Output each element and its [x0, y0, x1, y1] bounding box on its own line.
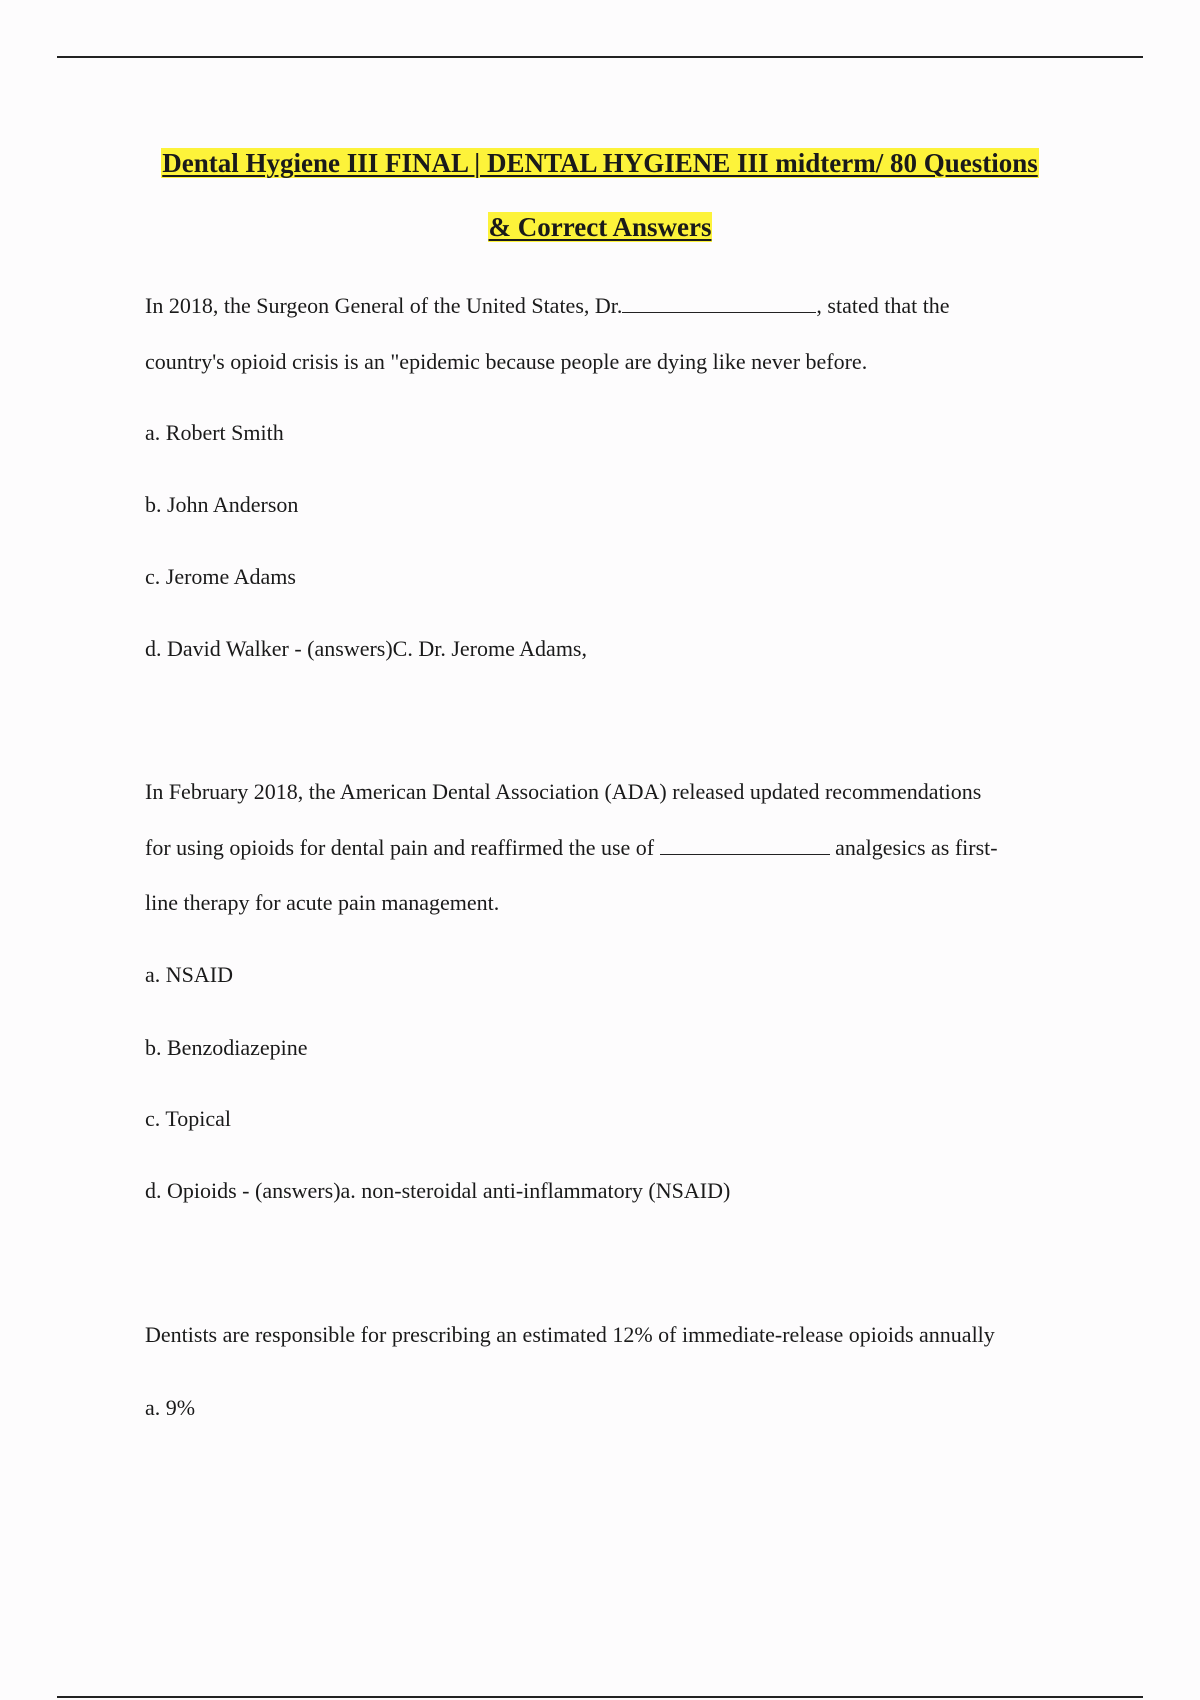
title-highlight-1: Dental Hygiene III FINAL | DENTAL HYGIENE III midterm/ 80 Questions [162, 148, 1038, 178]
question-2-stem-line-2 [145, 834, 998, 862]
question-2-stem-text-a: for using opioids for dental pain and reaffirmed the use of [145, 835, 655, 860]
question-2-option-a: a. NSAID [145, 962, 233, 987]
question-1-option-d: d. David Walker - (answers)C. Dr. Jerome Adams, [145, 636, 587, 661]
title-highlight-2: & Correct Answers [488, 212, 712, 242]
document-title-line-1 [0, 146, 1200, 180]
question-1-answer-blank [622, 292, 816, 313]
question-2-answer-blank [660, 834, 830, 855]
question-1-option-b: b. John Anderson [145, 492, 299, 517]
footer-rule [57, 1696, 1143, 1698]
question-2-stem-text-b: analgesics as first- [835, 835, 998, 860]
question-2-stem-line-1: In February 2018, the American Dental Association (ADA) released updated recommendations [145, 779, 982, 804]
question-1-option-a: a. Robert Smith [145, 420, 284, 445]
question-1-stem-text-a: In 2018, the Surgeon General of the United States, Dr. [145, 293, 623, 318]
document-title-line-2 [0, 210, 1200, 244]
header-rule [57, 56, 1143, 58]
question-1-stem-line-1 [145, 292, 950, 320]
question-1-option-c: c. Jerome Adams [145, 564, 296, 589]
question-2-option-c: c. Topical [145, 1106, 232, 1131]
question-2-stem-line-3: line therapy for acute pain management. [145, 890, 500, 915]
question-1-stem-line-2: country's opioid crisis is an "epidemic because people are dying like never before. [145, 349, 868, 374]
question-3-option-a: a. 9% [145, 1395, 196, 1420]
question-1-stem-text-b: , stated that the [816, 293, 950, 318]
question-3-stem-line-1: Dentists are responsible for prescribing an estimated 12% of immediate-release opioids annually [145, 1322, 995, 1347]
question-2-option-d: d. Opioids - (answers)a. non-steroidal anti-inflammatory (NSAID) [145, 1178, 731, 1203]
question-2-option-b: b. Benzodiazepine [145, 1035, 308, 1060]
